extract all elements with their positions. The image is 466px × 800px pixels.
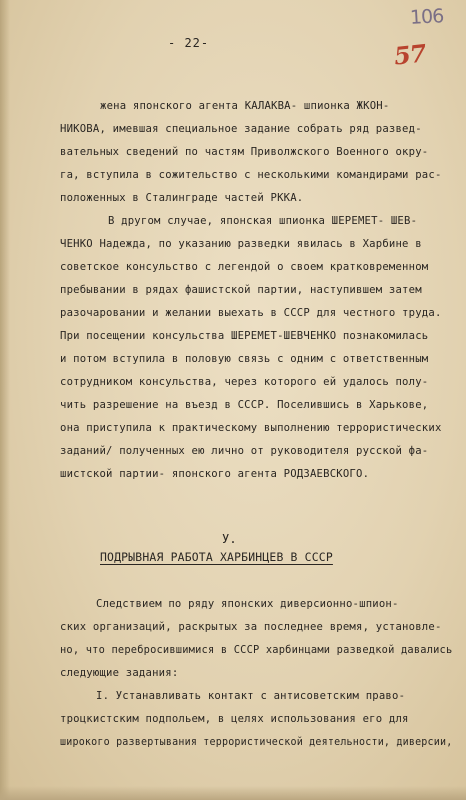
page-edge-shadow: [0, 0, 10, 800]
section-number: У.: [222, 532, 237, 546]
page-number: - 22-: [168, 36, 210, 50]
paragraph-2-line: пребывании в рядах фашистской партии, наступившем затем: [60, 284, 422, 296]
paragraph-3-line: следующие задания:: [60, 667, 179, 679]
paragraph-2-line: чить разрешение на въезд в СССР. Поселившись в Харькове,: [60, 399, 429, 411]
archive-number-red-stamp: 57: [392, 38, 427, 71]
archive-number-stamp: 106: [409, 5, 444, 29]
paragraph-2-line: она приступила к практическому выполнению террористических: [60, 422, 442, 434]
paragraph-2-line: При посещении консульства ШЕРЕМЕТ-ШЕВЧЕНКО познакомилась: [60, 330, 429, 342]
paragraph-2-line: заданий/ полученных ею лично от руководителя русской фа-: [60, 445, 429, 457]
paragraph-1-line: положенных в Сталинграде частей РККА.: [60, 192, 304, 204]
paragraph-4-line: широкого развертывания террористической деятельности, диверсии,: [60, 736, 453, 748]
paragraph-4-line: I. Устанавливать контакт с антисоветским право-: [96, 690, 406, 702]
paragraph-2-line: сотрудником консульства, через которого ей удалось полу-: [60, 376, 429, 388]
paragraph-1-line: НИКОВА, имевшая специальное задание собрать ряд развед-: [60, 123, 422, 135]
paragraph-1-line: жена японского агента КАЛАКВА- шпионка ЖКОН-: [100, 100, 390, 112]
paragraph-3-line: ских организаций, раскрытых за последнее время, установле-: [60, 621, 442, 633]
paragraph-2-line: ЧЕНКО Надежда, по указанию разведки явилась в Харбине в: [60, 238, 422, 250]
paragraph-1-line: га, вступила в сожительство с несколькими командирами рас-: [60, 169, 442, 181]
section-title: ПОДРЫВНАЯ РАБОТА ХАРБИНЦЕВ В СССР: [100, 550, 333, 564]
paragraph-4-line: троцкистским подпольем, в целях использования его для: [60, 713, 409, 725]
paragraph-1-line: вательных сведений по частям Приволжского Военного окру-: [60, 146, 429, 158]
page-bottom-shadow: [0, 786, 466, 800]
paragraph-2-line: и потом вступила в половую связь с одним с ответственным: [60, 353, 429, 365]
paragraph-2-line: В другом случае, японская шпионка ШЕРЕМЕТ- ШЕВ-: [108, 215, 418, 227]
paragraph-2-line: шистской партии- японского агента РОДЗАЕВСКОГО.: [60, 468, 370, 480]
paragraph-2-line: советское консульство с легендой о своем кратковременном: [60, 261, 429, 273]
paragraph-3-line: Следствием по ряду японских диверсионно-шпион-: [96, 598, 399, 610]
paragraph-3-line: но, что перебросившимися в СССР харбинцами разведкой давались: [60, 644, 453, 656]
paragraph-2-line: разочаровании и желании выехать в СССР для честного труда.: [60, 307, 442, 319]
